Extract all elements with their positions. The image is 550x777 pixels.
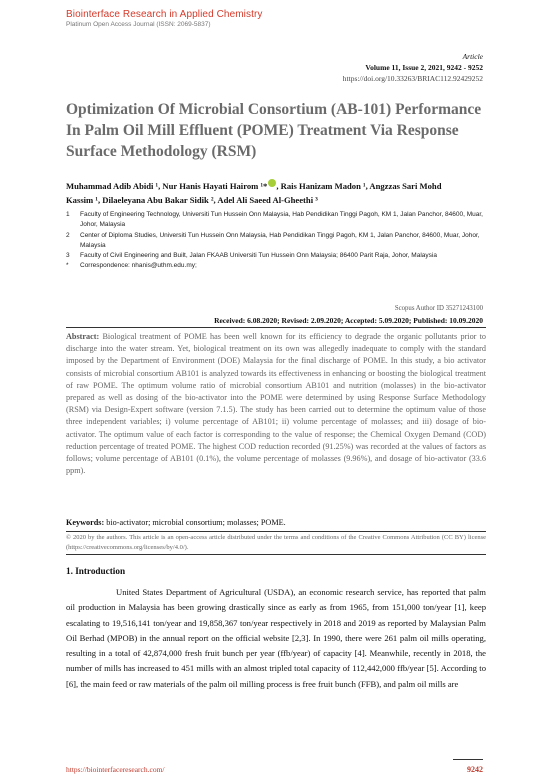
authors-line-1b: , Rais Hanizam Madon ¹, Angzzas Sari Mohd (276, 181, 442, 191)
volume-info: Volume 11, Issue 2, 2021, 9242 - 9252 (365, 63, 483, 72)
affiliation-item (66, 251, 486, 261)
affiliation-text: Faculty of Engineering Technology, Universiti Tun Hussein Onn Malaysia, Hab Pendidikan Tinggi Pagoh, KM 1, Jalan Panchor, 84600, Muar, Johor, Malaysia (80, 211, 483, 229)
affiliation-number: 2 (66, 231, 70, 239)
abstract (66, 331, 486, 477)
footer-url[interactable]: https://biointerfaceresearch.com/ (66, 765, 165, 774)
affiliation-text: Faculty of Civil Engineering and Built, Jalan FKAAB Universiti Tun Hussein Onn Malaysia; 86400 Parit Raja, Johor, Malaysia (80, 252, 437, 260)
article-title: Optimization Of Microbial Consortium (AB-101) Performance In Palm Oil Mill Effluent (POME) Treatment Via Response Surface Methodology (RSM) (66, 101, 482, 160)
license-divider (66, 554, 486, 555)
abstract-label: Abstract: (66, 332, 100, 341)
journal-subtitle: Platinum Open Access Journal (ISSN: 2069-5837) (66, 21, 211, 28)
article-type: Article (462, 52, 483, 61)
keywords (66, 518, 486, 527)
affiliation-item (66, 231, 486, 252)
page-number: 9242 (467, 765, 483, 774)
keywords-text: bio-activator; microbial consortium; molasses; POME. (106, 518, 286, 527)
correspondence-marker: * (66, 262, 69, 270)
affiliation-text: Center of Diploma Studies, Universiti Tun Hussein Onn Malaysia, Hab Pendidikan Tinggi Pagoh, KM 1, Jalan Panchor, 84600, Muar, Johor, Malaysia (80, 231, 480, 249)
doi-link[interactable]: https://doi.org/10.33263/BRIAC112.92429252 (342, 74, 483, 83)
introduction-paragraph: United States Department of Agricultural (USDA), an economic research service, has reported that palm oil production in Malaysia has been growing drastically since as early as from 1965, from 151,000 ton/year [1], keep escalating to 19,516,141 ton/year and 19,858,367 ton/year respectively in 2018 and 2019 as reported by Malaysian Palm Oil Berhad (MPOB) in the annual report on the official website [2,3]. In 1990, there were 261 palm oil mills operating, resulting in a total of 42,874,000 fresh fruit bunch per year (ffb/year) of capacity [4]. Meanwhile, recently in 2018, the number of mills has increased to 451 mills with an almost tripled total capacity of 112,442,000 ffb/year [5]. According to [6], the main feed or raw materials of the palm oil milling process is free fruit bunch (FFB), and palm oil mills are (66, 587, 486, 689)
footer-rule (453, 759, 483, 760)
keywords-divider (66, 531, 486, 532)
abstract-text: Biological treatment of POME has been well known for its efficiency to degrade the organic pollutants prior to discharge into the water stream. Yet, biological treatment on its own was allegedly inadequate to comply with the standard imposed by the Department of Environment (DOE) Malaysia for the final discharge of POME. In this study, a bio activator consists of microbial consortium AB101 is analyzed towards its effectiveness in enhancing or boosting the biological treatment of raw POME. The optimum volume ratio of microbial consortium AB101 and nutrition (molasses) in the bio-activator prepared as well as dosing of the bio-activator into the POME were determined by using Response Surface Methodology (RSM) via Design-Expert software (version 7.1.5). The study has been carried out to determine the optimum value of those three independent variables; i) volume percentage of AB101; ii) volume percentage of molasses; and iii) dosage of bio-activator. The optimum value of each factor is corresponding to the value of response; the Chemical Oxygen Demand (COD) reduction percentage of treated POME. The highest COD reduction recorded (91.25%) was recorded at the values of factors as follows; volume percentage of AB101 (0.1%), the volume percentage of molasses (9.96%), and dosage of bio-activator (33.6 ppm). (66, 332, 487, 476)
section-heading: 1. Introduction (66, 566, 126, 576)
affiliations (66, 210, 486, 272)
affiliation-item (66, 210, 486, 231)
authors-line-1: Muhammad Adib Abidi ¹, Nur Hanis Hayati Hairom ¹* (66, 181, 268, 191)
affiliation-number: 3 (66, 252, 70, 260)
received-dates: Received: 6.08.2020; Revised: 2.09.2020; Accepted: 5.09.2020; Published: 10.09.2020 (214, 316, 483, 325)
journal-name: Biointerface Research in Applied Chemistry (66, 9, 263, 20)
keywords-label: Keywords: (66, 518, 105, 527)
authors-line-2: Kassim ¹, Dilaeleyana Abu Bakar Sidik ², Adel Ali Saeed Al-Gheethi ³ (66, 195, 318, 205)
correspondence-email[interactable]: Correspondence: nhanis@uthm.edu.my; (80, 262, 197, 270)
license-notice: © 2020 by the authors. This article is an open-access article distributed under the terms and conditions of the Creative Commons Attribution (CC BY) license (https://creativecommons.org/licenses/by/4.0/). (66, 534, 486, 551)
scopus-id: Scopus Author ID 35271243100 (394, 305, 483, 312)
correspondence (66, 261, 486, 271)
affiliation-number: 1 (66, 211, 70, 218)
author-list (66, 179, 486, 207)
header-divider (66, 327, 486, 328)
